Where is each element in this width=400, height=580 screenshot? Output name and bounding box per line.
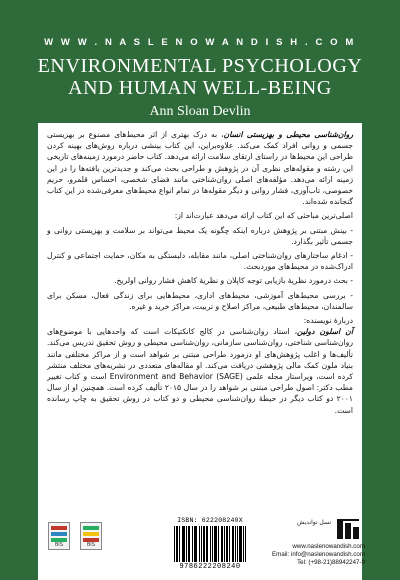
title-line-2: AND HUMAN WELL-BEING: [68, 77, 332, 99]
publisher-logo-icon: [333, 517, 365, 541]
book-title: [0, 55, 400, 99]
title-line-1: ENVIRONMENTAL PSYCHOLOGY: [37, 55, 363, 77]
intro-text: ، به درک بهتری از اثر محیط‌های مصنوع بر بهزیستی جسمی و روانی افراد کمک می‌کند. علاوه‌براین، این کتاب بینشی درباره روش‌های بهینه کردن طراحی این محیط‌ها در راستای ارتقای سلامت ارائه می‌دهد. کتاب حاضر درمورد زمینه‌های تاریخی این رشته و مقوله‌های نظری آن در پژوهش و طراحی بحث می‌کند و جدیدترین یافته‌ها را در این زمینه ارائه می‌دهد. مؤلفه‌های اصلی روان‌شناختی مانند فضای شخصی، احساس قلمرو، حریم خصوصی، تاب‌آوری، فشار روانی و دیگر مقوله‌ها در تمام انواع محیط‌های معرفی‌شده در این کتاب گنجانده شده‌اند.: [47, 130, 353, 207]
publisher-contact: [255, 543, 365, 568]
book-title-fa: روان‌شناسی محیطی و بهزیستی انسان: [223, 130, 353, 139]
bis-logo-left-text: BIS: [54, 542, 64, 548]
topic-item: - بحث درمورد نظریهٔ بازیابی توجه کاپلان و نظریهٔ کاهش فشار روانی اولریخ.: [114, 276, 353, 286]
publisher-website[interactable]: www.naslenowandish.com: [292, 543, 365, 550]
barcode-icon: [172, 526, 248, 562]
topics-intro: اصلی‌ترین مباحثی که این کتاب ارائه می‌دهد عبارت‌اند از:: [174, 211, 353, 221]
publisher-email[interactable]: Email: info@naslenowandish.com: [272, 551, 365, 559]
author-name: Ann Sloan Devlin: [149, 104, 251, 119]
author-name-fa: آن اسلون دولین: [297, 327, 353, 337]
barcode-block: [168, 515, 252, 577]
bis-logo-right-text: BIS: [86, 542, 96, 548]
journal-name: Environment and Behavior (SAGE): [109, 372, 243, 382]
certification-logos: [44, 522, 114, 572]
intro-paragraph: [47, 129, 353, 207]
description-panel: [38, 123, 362, 580]
author-bio-text-2: است و کتاب تغییر مطب دکتر: اصول طراحی مبتنی بر شواهد را در سال ۲۰۱۵ تألیف کرده است. همچنین او از سال ۲۰۰۱ دو کتاب دیگر در حیطهٔ روان‌شناسی محیطی و دو کتاب در روش تحقیق به چاپ رسانده است.: [47, 372, 353, 415]
bis-logo-right: [80, 522, 102, 550]
author-bio-text-1: ، استاد روان‌شناسی در کالج کانکتیکات است که واحدهایی با موضوع‌های روان‌شناسی شناختی، روان‌شناسی سازمانی، روان‌شناسی محیطی و روش تحقیق تدریس می‌کند. تألیف‌ها و اغلب پژوهش‌های او درمورد طراحی مبتنی بر شواهد است و از مراکز مختلفی مانند بنیاد ملون کمک مالی پژوهشی دریافت می‌کند. او مقاله‌های متعددی در نشریه‌های مختلف منتشر کرده است، ویراستار مجله علمی: [47, 327, 353, 382]
publisher-phone: Tel: (+98-21)88942247-9: [297, 559, 365, 567]
website-url[interactable]: W W W . N A S L E N O W A N D I S H . C O M: [44, 37, 356, 48]
topic-item: - بررسی محیط‌های آموزشی، محیط‌های اداری، محیط‌هایی برای زندگی فعال، مسکن برای سالمندان، محیط‌های طبیعی، مراکز اصلاح و تربیت، مراکز خرید و غیره.: [47, 290, 353, 311]
publisher-name: نسل نواندیش: [296, 519, 331, 526]
about-author-heading: دربارهٔ نویسنده:: [303, 316, 353, 326]
isbn-digits: 9786222208240: [179, 563, 241, 571]
topic-item: - ادغام ساختارهای روان‌شناختی اصلی، مانند مقابله، دلبستگی به مکان، حمایت اجتماعی و کنترل ادراک‌شده در محیط‌های موردبحث.: [47, 251, 353, 272]
topic-item: - بینش مبتنی بر پژوهش درباره اینکه چگونه یک محیط می‌تواند بر سلامت و بهزیستی روانی و جسمی تأثیر بگذارد.: [47, 225, 353, 246]
bis-logo-left: [48, 522, 70, 550]
isbn-label: ISBN: 622208240X: [177, 517, 243, 524]
publisher-block: [255, 517, 365, 577]
about-author-paragraph: [47, 326, 353, 416]
